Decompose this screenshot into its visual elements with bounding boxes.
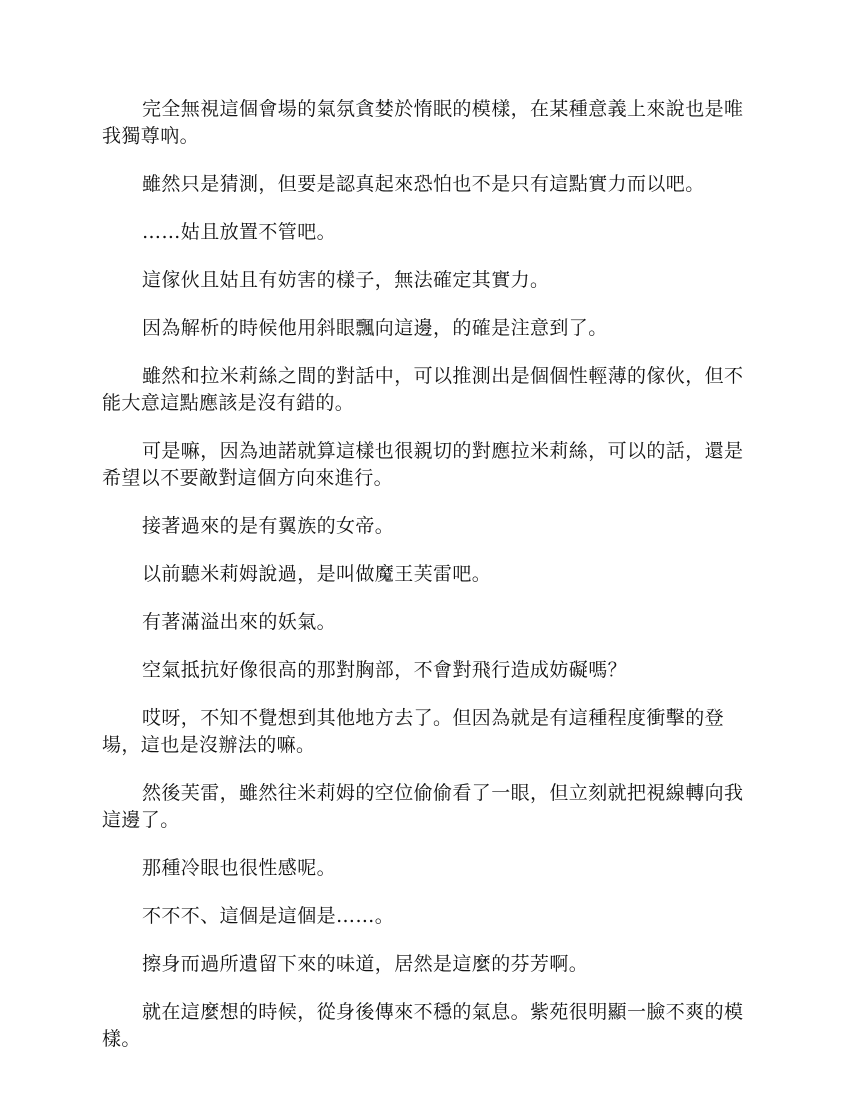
paragraph: 然後芙雷，雖然往米莉姆的空位偷偷看了一眼，但立刻就把視線轉向我這邊了。 [102,782,744,831]
document-page [102,96,748,1074]
paragraph: 擦身而過所遺留下來的味道，居然是這麼的芬芳啊。 [142,953,589,975]
paragraph: 空氣抵抗好像很高的那對胸部，不會對飛行造成妨礙嗎？ [142,659,628,681]
paragraph: 以前聽米莉姆說過，是叫做魔王芙雷吧。 [142,563,492,585]
paragraph: 雖然和拉米莉絲之間的對話中，可以推測出是個個性輕薄的傢伙，但不能大意這點應該是沒有錯的。 [102,365,744,414]
paragraph: 那種冷眼也很性感呢。 [142,857,337,879]
paragraph: 有著滿溢出來的妖氣。 [142,611,337,633]
paragraph: 接著過來的是有翼族的女帝。 [142,515,395,537]
paragraph: 不不不、這個是這個是……。 [142,905,395,927]
paragraph: 哎呀，不知不覺想到其他地方去了。但因為就是有這種程度衝擊的登場，這也是沒辦法的嘛。 [102,707,725,756]
paragraph: 雖然只是猜測，但要是認真起來恐怕也不是只有這點實力而以吧。 [142,173,705,195]
paragraph: ……姑且放置不管吧。 [142,221,337,243]
paragraph: 可是嘛，因為迪諾就算這樣也很親切的對應拉米莉絲，可以的話，還是希望以不要敵對這個方向來進行。 [102,440,744,489]
paragraph: 這傢伙且姑且有妨害的樣子，無法確定其實力。 [142,269,550,291]
paragraph: 因為解析的時候他用斜眼飄向這邊，的確是注意到了。 [142,317,608,339]
paragraph: 完全無視這個會場的氣氛貪婪於惰眠的模樣，在某種意義上來說也是唯我獨尊吶。 [102,98,744,147]
paragraph: 就在這麼想的時候，從身後傳來不穩的氣息。紫苑很明顯一臉不爽的模樣。 [102,1001,744,1050]
